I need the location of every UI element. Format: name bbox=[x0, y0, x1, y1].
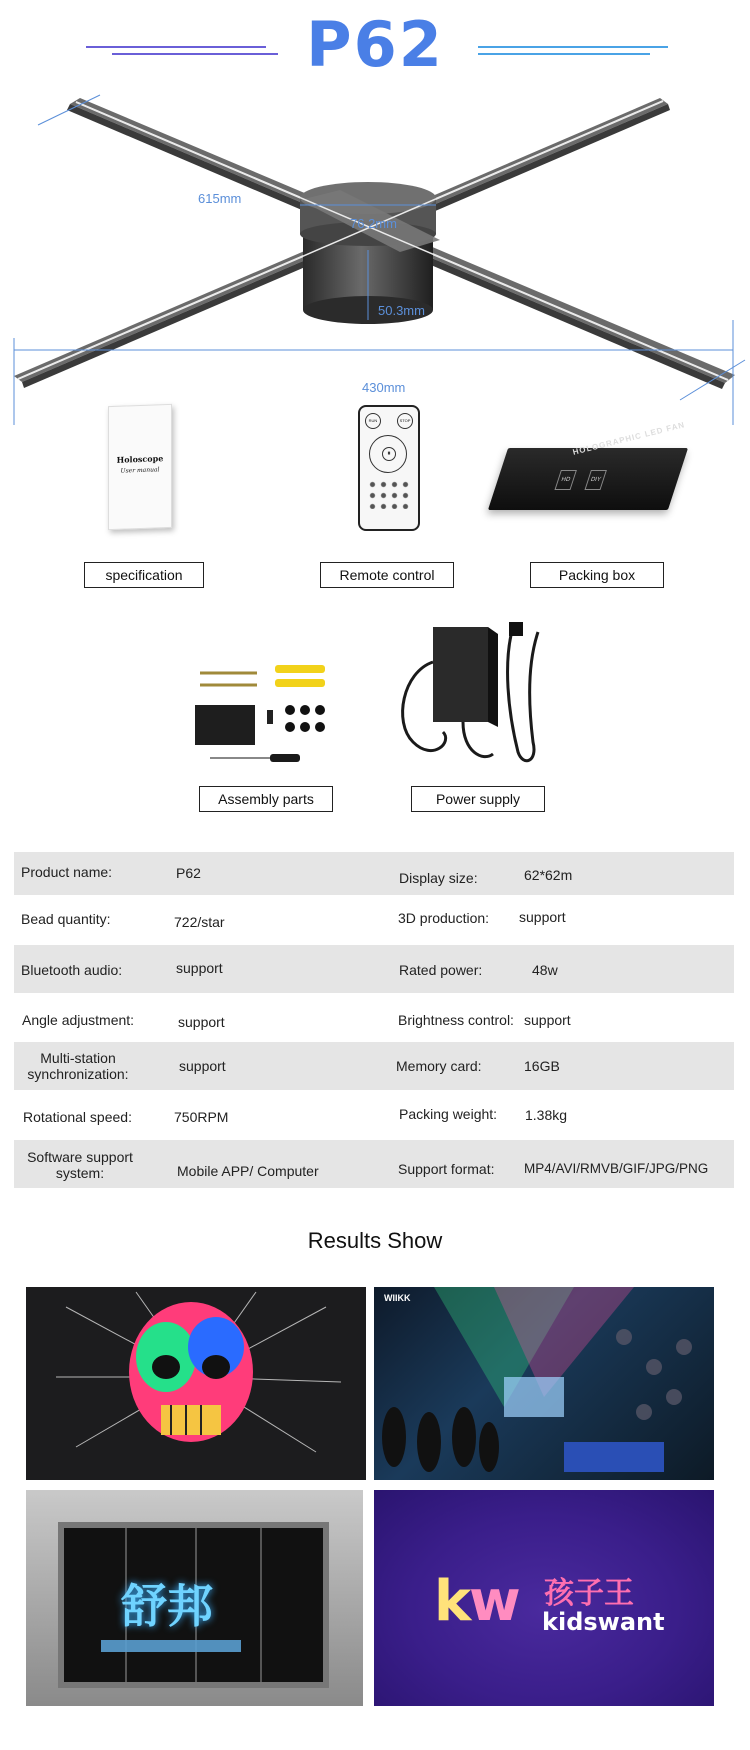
glass-cabinet-hologram-text: 舒邦 bbox=[121, 1579, 213, 1633]
spec-key: Software support system: bbox=[27, 1149, 133, 1181]
spec-key: Bead quantity: bbox=[21, 911, 111, 927]
spec-row bbox=[14, 1092, 734, 1135]
spec-value: 16GB bbox=[524, 1058, 560, 1074]
spec-value: P62 bbox=[176, 865, 201, 881]
showroom-brand-text: WIIKK bbox=[384, 1293, 411, 1303]
spec-key: Display size: bbox=[399, 870, 478, 886]
spec-value: support bbox=[524, 1012, 571, 1028]
spec-row bbox=[14, 852, 734, 895]
remote-run-button: RUN bbox=[365, 413, 381, 429]
kidswant-english-text: kidswant bbox=[542, 1608, 665, 1636]
dimension-blade-length: 615mm bbox=[198, 191, 242, 206]
spec-key: Angle adjustment: bbox=[22, 1012, 135, 1028]
spec-key: Rotational speed: bbox=[23, 1109, 132, 1125]
result-photo-glass-cabinet bbox=[26, 1490, 363, 1706]
packing-box-print: HOLOGRAPHIC LED FAN bbox=[571, 420, 686, 457]
spec-row bbox=[14, 945, 734, 993]
remote-button-grid bbox=[367, 479, 411, 509]
label-specification: specification bbox=[84, 562, 204, 588]
box-hd-icon: HD bbox=[554, 470, 576, 490]
result-photo-kidswant bbox=[374, 1490, 714, 1706]
assembly-parts-image bbox=[195, 655, 345, 770]
spec-key: 3D production: bbox=[398, 910, 490, 926]
remote-play-icon: ⏸ bbox=[382, 447, 396, 461]
box-diy-icon: DIY bbox=[584, 470, 606, 490]
label-assembly-parts: Assembly parts bbox=[199, 786, 333, 812]
spec-row bbox=[14, 995, 734, 1038]
label-power-supply: Power supply bbox=[411, 786, 545, 812]
spec-key: Bluetooth audio: bbox=[21, 962, 123, 978]
spec-value: 750RPM bbox=[174, 1109, 229, 1125]
manual-title: Holoscope bbox=[116, 453, 164, 465]
spec-value: 48w bbox=[532, 962, 558, 978]
manual-subtitle: User manual bbox=[120, 466, 160, 475]
svg-text:k: k bbox=[434, 1569, 472, 1634]
result-photo-showroom bbox=[374, 1287, 714, 1480]
remote-stop-button: STOP bbox=[397, 413, 413, 429]
remote-control-image bbox=[358, 405, 420, 531]
power-supply-image bbox=[393, 622, 563, 772]
spec-key: Rated power: bbox=[399, 962, 483, 978]
packing-box-image bbox=[488, 420, 688, 510]
spec-key: Memory card: bbox=[396, 1058, 482, 1074]
spec-value: support bbox=[519, 909, 566, 925]
fan-product-illustration bbox=[0, 80, 750, 430]
dimension-hub-height: 50.3mm bbox=[378, 303, 425, 318]
spec-value: support bbox=[179, 1058, 226, 1074]
spec-value: 1.38kg bbox=[525, 1107, 568, 1123]
spec-row bbox=[14, 899, 734, 942]
spec-row bbox=[14, 1140, 734, 1188]
manual-booklet-image bbox=[108, 404, 172, 530]
spec-value: 722/star bbox=[174, 914, 225, 930]
spec-value: MP4/AVI/RMVB/GIF/JPG/PNG bbox=[524, 1161, 709, 1176]
spec-value: support bbox=[178, 1014, 225, 1030]
spec-key: Support format: bbox=[398, 1161, 495, 1177]
spec-value: support bbox=[176, 960, 223, 976]
spec-value: 62*62m bbox=[524, 867, 573, 883]
spec-key: Packing weight: bbox=[399, 1106, 498, 1122]
svg-text:w: w bbox=[469, 1569, 521, 1634]
page-title: P62 bbox=[306, 8, 444, 81]
dimension-hub-width: 76.2mm bbox=[350, 216, 397, 231]
result-photo-skull bbox=[26, 1287, 366, 1480]
spec-value: Mobile APP/ Computer bbox=[177, 1163, 319, 1179]
spec-key: Brightness control: bbox=[398, 1012, 514, 1028]
label-remote-control: Remote control bbox=[320, 562, 454, 588]
kidswant-chinese-text: 孩子王 bbox=[544, 1576, 634, 1611]
spec-key: Multi-station synchronization: bbox=[27, 1050, 129, 1082]
spec-key: Product name: bbox=[21, 864, 113, 880]
dimension-total-width: 430mm bbox=[362, 380, 406, 395]
label-packing-box: Packing box bbox=[530, 562, 664, 588]
results-section-title: Results Show bbox=[307, 1228, 443, 1253]
spec-row bbox=[14, 1042, 734, 1090]
